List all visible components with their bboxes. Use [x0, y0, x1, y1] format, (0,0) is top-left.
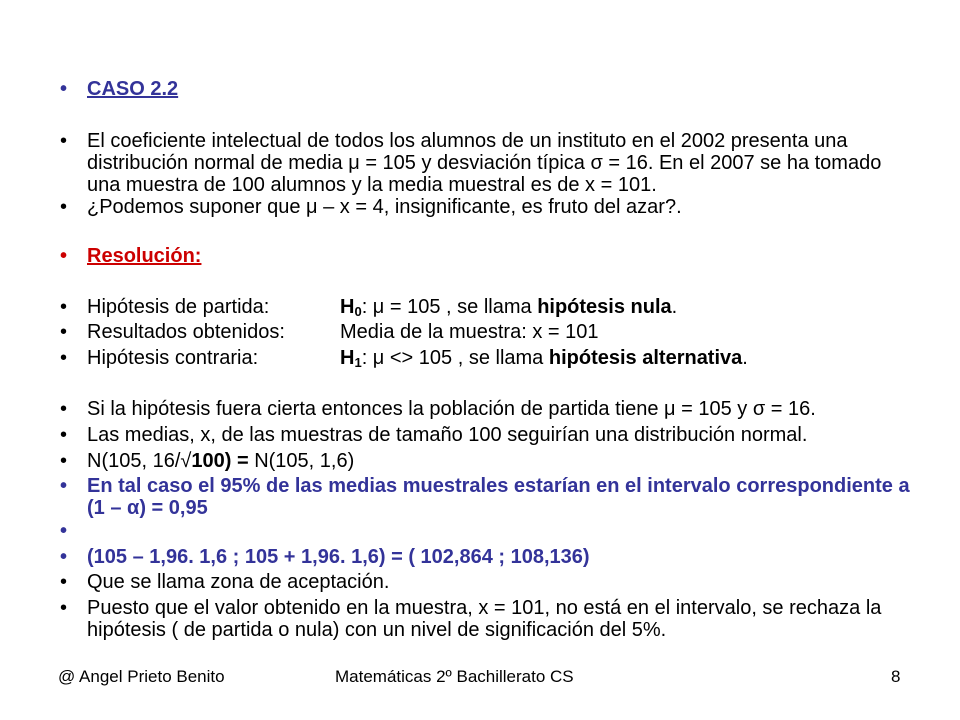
interval-text: En tal caso el 95% de las medias muestrales estarían en el intervalo correspondiente a (1 – α) = 0,95	[87, 475, 910, 519]
h1-expression: : μ <> 105 , se llama	[361, 347, 549, 369]
problem-item	[60, 130, 920, 196]
case-title-item	[60, 78, 920, 100]
normal-part-a: N(105, 16/√	[87, 450, 192, 472]
bullet: •	[60, 347, 68, 369]
bullet: •	[60, 321, 68, 343]
question-item	[60, 196, 920, 218]
normal-part-b: 100) =	[191, 450, 255, 472]
question-text: ¿Podemos suponer que μ – x = 4, insignificante, es fruto del azar?.	[87, 196, 682, 218]
h0-name: hipótesis nula	[537, 296, 672, 318]
footer-page-number: 8	[891, 667, 901, 686]
resolution-title: Resolución:	[87, 245, 202, 267]
bullet: •	[60, 296, 68, 318]
resolution-item	[60, 245, 920, 267]
h1-name: hipótesis alternativa	[548, 347, 743, 369]
conclusion-item	[60, 597, 920, 641]
results-label: Resultados obtenidos:	[87, 321, 285, 343]
h1-symbol: H	[340, 347, 355, 369]
bullet: •	[60, 571, 68, 593]
bullet: •	[60, 245, 68, 267]
conclusion-text: Puesto que el valor obtenido en la muestra, x = 101, no está en el intervalo, se rechaza la hipótesis ( de partida o nula) con un nivel de significación del 5%.	[87, 597, 882, 641]
population-item	[60, 398, 920, 420]
bullet: •	[60, 450, 68, 472]
problem-text: El coeficiente intelectual de todos los alumnos de un instituto en el 2002 presenta una distribución normal de media μ = 105 y desviación típica σ = 16. En el 2007 se ha tomado una muestra de 100 alumnos y la media muestral es de x = 101.	[87, 130, 882, 196]
bullet: •	[60, 78, 68, 100]
interval-item	[60, 475, 920, 519]
h1-label: Hipótesis contraria:	[87, 347, 259, 369]
bullet: •	[60, 546, 68, 568]
h0-expression: : μ = 105 , se llama	[361, 296, 538, 318]
zone-item	[60, 571, 920, 593]
case-title: CASO 2.2	[87, 78, 179, 100]
h0-item	[60, 296, 920, 318]
h0-symbol: H	[340, 296, 355, 318]
h0-label: Hipótesis de partida:	[87, 296, 270, 318]
population-text: Si la hipótesis fuera cierta entonces la población de partida tiene μ = 105 y σ = 16.	[87, 398, 816, 420]
h0-end: .	[671, 296, 678, 318]
zone-text: Que se llama zona de aceptación.	[87, 571, 390, 593]
results-item	[60, 321, 920, 343]
means-text: Las medias, x, de las muestras de tamaño 100 seguirían una distribución normal.	[87, 424, 808, 446]
footer-author: @ Angel Prieto Benito	[58, 667, 225, 686]
h0-line	[87, 296, 920, 318]
h0-subscript: 0	[354, 304, 362, 319]
bullet: •	[60, 398, 68, 420]
normal-item	[60, 450, 920, 472]
means-item	[60, 424, 920, 446]
bullet: •	[60, 475, 68, 497]
calc-text: (105 – 1,96. 1,6 ; 105 + 1,96. 1,6) = ( 102,864 ; 108,136)	[87, 546, 590, 568]
bullet: •	[60, 597, 68, 619]
footer-course: Matemáticas 2º Bachillerato CS	[335, 667, 574, 686]
h1-line	[87, 347, 920, 369]
h1-subscript: 1	[354, 355, 362, 370]
h1-item	[60, 347, 920, 369]
results-value: Media de la muestra: x = 101	[340, 321, 599, 343]
normal-line	[87, 450, 920, 472]
bullet: •	[60, 424, 68, 446]
normal-part-c: N(105, 1,6)	[254, 450, 355, 472]
bullet: •	[60, 196, 68, 218]
bullet: •	[60, 520, 68, 542]
results-line	[87, 321, 920, 343]
h1-end: .	[742, 347, 748, 369]
bullet: •	[60, 130, 68, 152]
calc-item	[60, 546, 920, 568]
